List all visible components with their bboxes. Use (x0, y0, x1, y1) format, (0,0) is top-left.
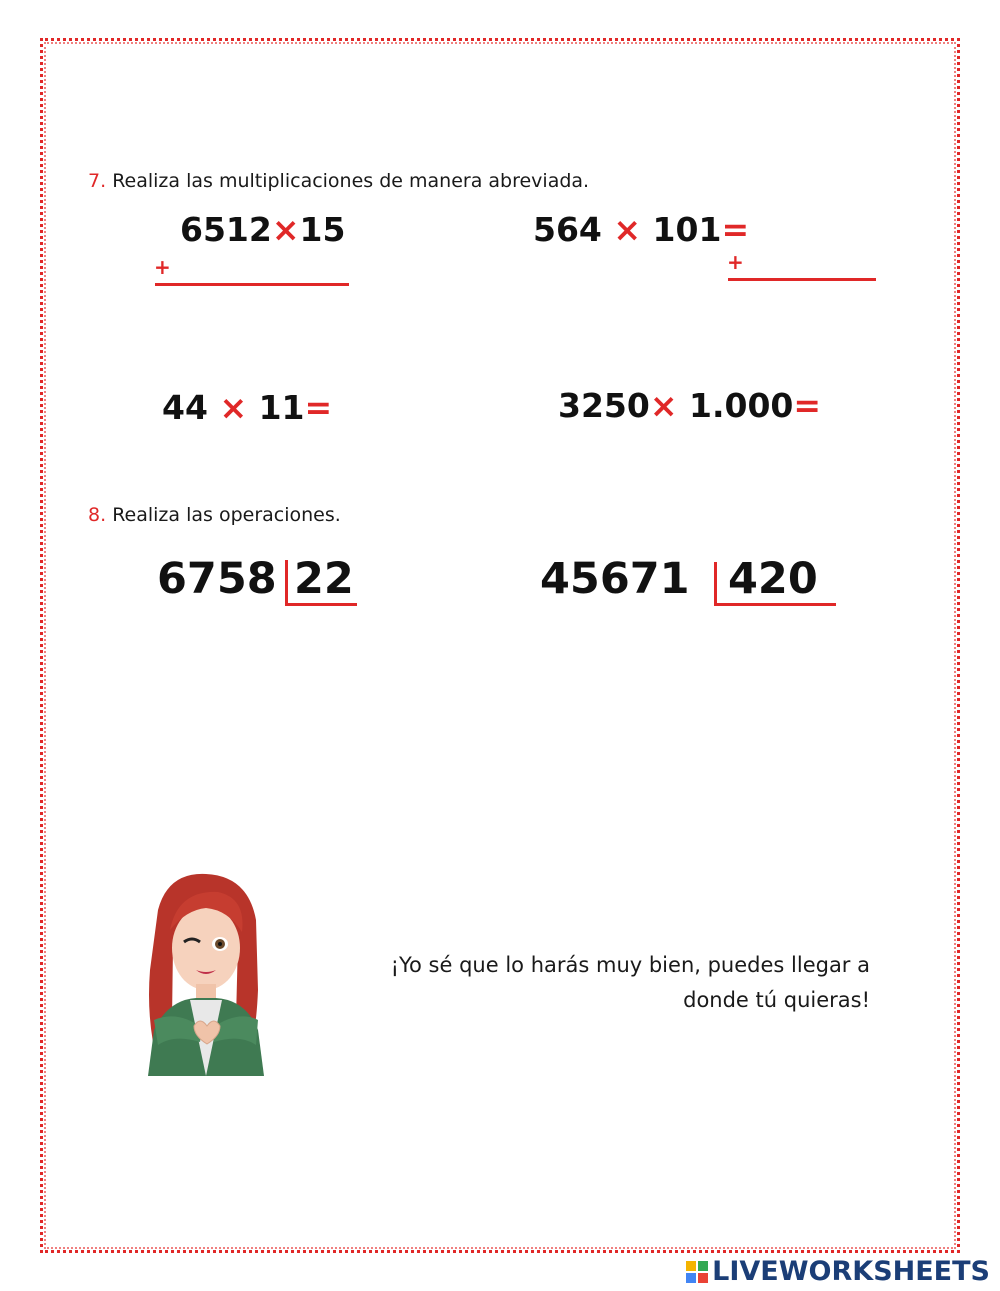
multiplication-a-left: 6512 (180, 210, 272, 249)
exercise-7-text: Realiza las multiplicaciones de manera abreviada. (112, 170, 590, 192)
division-2-bracket-vertical (714, 562, 717, 606)
liveworksheets-logo-icon (686, 1261, 708, 1283)
exercise-8-number: 8. (88, 504, 107, 526)
plus-sign-b: + (727, 250, 744, 274)
answer-line-a (155, 283, 349, 286)
times-sign: × (613, 210, 642, 249)
multiplication-d-right: 1.000 (689, 386, 794, 425)
multiplication-b-left: 564 (533, 210, 602, 249)
multiplication-a-right: 15 (299, 210, 346, 249)
multiplication-c-left: 44 (162, 388, 208, 427)
division-1-dividend: 6758 (157, 554, 277, 604)
multiplication-c (162, 388, 332, 427)
multiplication-a (180, 210, 345, 249)
multiplication-c-right: 11 (258, 388, 305, 427)
message-line-2: donde tú quieras! (683, 988, 870, 1012)
plus-sign-a: + (154, 255, 171, 279)
girl-avatar-heart-hands-icon (128, 870, 284, 1076)
exercise-8-instruction (88, 504, 341, 526)
times-sign: × (649, 386, 678, 425)
exercise-8-text: Realiza las operaciones. (112, 504, 341, 526)
equals-sign: = (721, 210, 750, 249)
division-1-bracket-vertical (285, 560, 288, 606)
liveworksheets-brand[interactable] (686, 1256, 990, 1287)
encouragement-message (310, 948, 870, 1018)
multiplication-b (533, 210, 749, 249)
times-sign: × (271, 210, 300, 249)
division-1-divisor: 22 (294, 554, 354, 604)
division-2-divisor: 420 (728, 554, 818, 604)
message-line-1: ¡Yo sé que lo harás muy bien, puedes llegar a (390, 953, 870, 977)
equals-sign: = (793, 386, 822, 425)
multiplication-d (558, 386, 821, 425)
exercise-7-number: 7. (88, 170, 107, 192)
times-sign: × (219, 388, 248, 427)
multiplication-d-left: 3250 (558, 386, 650, 425)
division-2-dividend: 45671 (540, 554, 690, 604)
exercise-7-instruction (88, 170, 589, 192)
answer-line-b (728, 278, 876, 281)
multiplication-b-right: 101 (652, 210, 722, 249)
equals-sign: = (304, 388, 333, 427)
brand-text: LIVEWORKSHEETS (712, 1256, 990, 1287)
